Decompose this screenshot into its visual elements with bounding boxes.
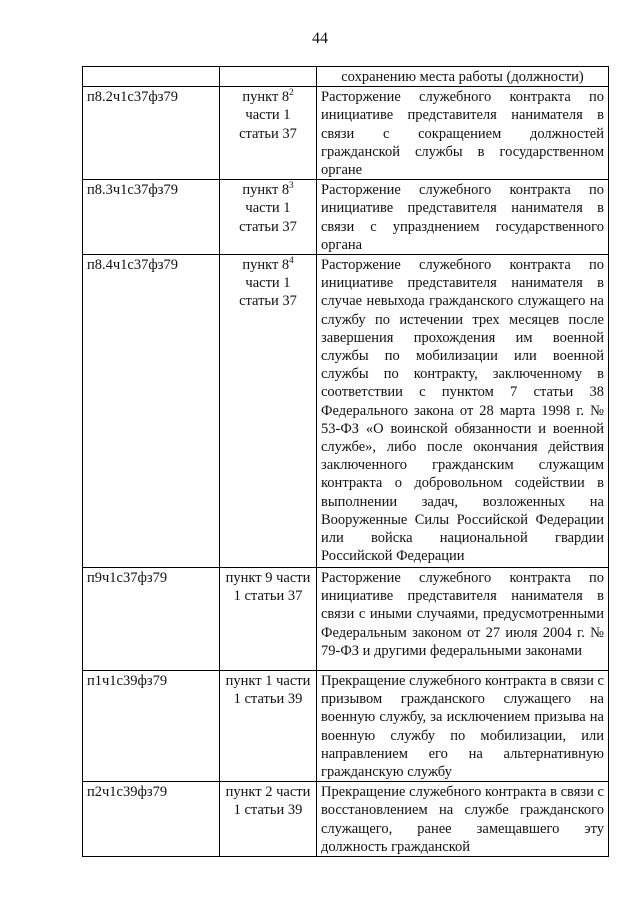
page-number: 44	[312, 30, 328, 47]
table-row	[83, 671, 609, 782]
table-cell-ref: пункт $8^3$ части 1 статьи 37	[220, 180, 317, 255]
table-row	[83, 87, 609, 180]
table-row	[83, 67, 609, 87]
table-cell-description: Расторжение служебного контракта по инициативе представителя нанимателя в связи с упразднением государственного органа	[317, 180, 609, 255]
table-cell-description: Прекращение служебного контракта в связи с призывом гражданского служащего на военную службу, за исключением призыва на военную службу по мобилизации, или направлением его на альтернативную гражданскую службу	[317, 671, 609, 782]
table-cell-code	[83, 67, 220, 87]
continuation-text: сохранению места работы (должности)	[317, 67, 609, 87]
table-row	[83, 568, 609, 671]
table-cell-ref: пункт 1 части 1 статьи 39	[220, 671, 317, 782]
table-cell-ref: пункт $8^2$ части 1 статьи 37	[220, 87, 317, 180]
table-row	[83, 180, 609, 255]
table-cell-code: п8.4ч1с37фз79	[83, 255, 220, 568]
table-cell-ref: пункт 2 части 1 статьи 39	[220, 782, 317, 857]
table-cell-description: Расторжение служебного контракта по инициативе представителя нанимателя в связи с сокращением должностей гражданской службы в государственном органе	[317, 87, 609, 180]
table-cell-code: п8.2ч1с37фз79	[83, 87, 220, 180]
table-cell-description: Расторжение служебного контракта по инициативе представителя нанимателя в случае невыхода гражданского служащего на службу по истечении трех месяцев после завершения прохождения им военной службы по мобилизации или военной службы по контракту, заключенному в соответствии с пунктом 7 статьи 38 Федерального закона от 28 марта 1998 г. № 53-ФЗ «О воинской обязанности и военной службе», либо после окончания действия заключенного гражданским служащим контракта о добровольном содействии в выполнении задач, возложенных на Вооруженные Силы Российской Федерации или войска национальной гвардии Российской Федерации	[317, 255, 609, 568]
table-cell-code: п8.3ч1с37фз79	[83, 180, 220, 255]
table-row	[83, 782, 609, 857]
table-row	[83, 255, 609, 568]
dismissal-codes-table	[82, 66, 609, 857]
table-cell-code: п1ч1с39фз79	[83, 671, 220, 782]
table-cell-code: п9ч1с37фз79	[83, 568, 220, 671]
table-cell-ref: пункт 9 части 1 статьи 37	[220, 568, 317, 671]
table-cell-ref: пункт $8^4$ части 1 статьи 37	[220, 255, 317, 568]
table-cell-description: Прекращение служебного контракта в связи с восстановлением на службе гражданского служащего, ранее замещавшего эту должность гражданской	[317, 782, 609, 857]
table-cell-ref	[220, 67, 317, 87]
table-cell-code: п2ч1с39фз79	[83, 782, 220, 857]
table-cell-description: Расторжение служебного контракта по инициативе представителя нанимателя в связи с иными случаями, предусмотренными Федеральным законом от 27 июля 2004 г. № 79-ФЗ и другими федеральными законами	[317, 568, 609, 671]
